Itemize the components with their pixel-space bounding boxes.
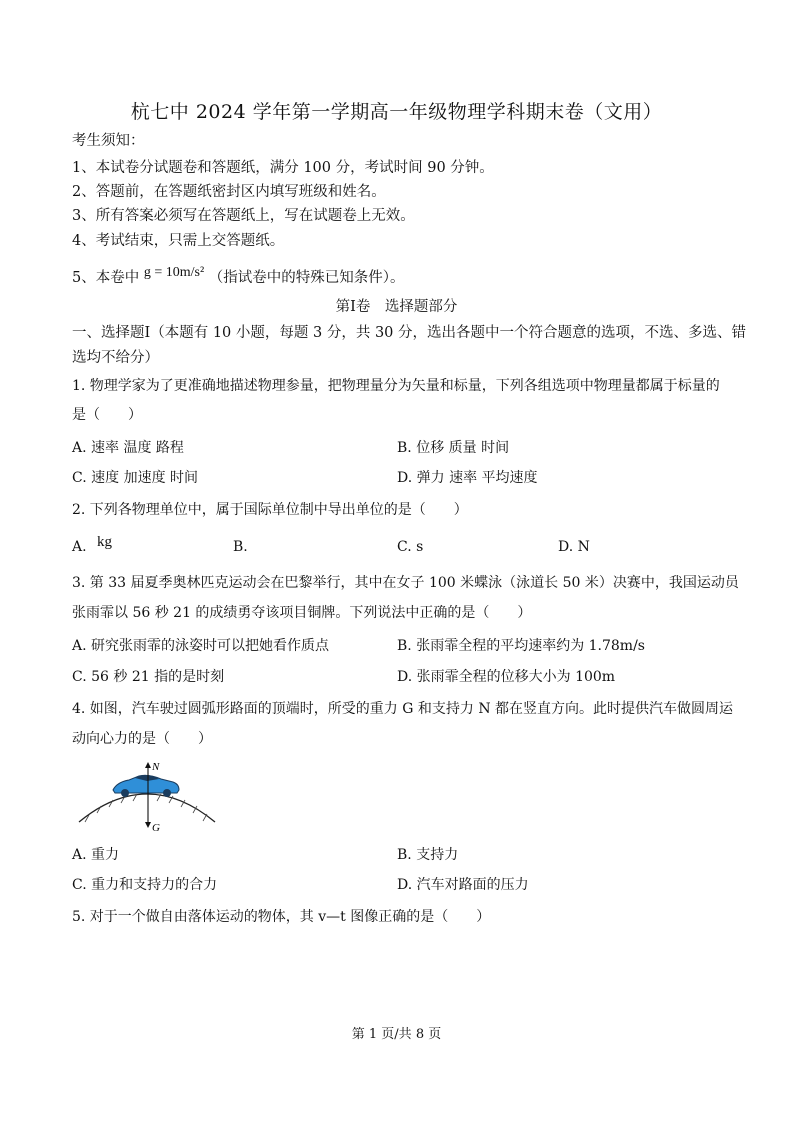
notice-heading: 考生须知： — [72, 133, 145, 149]
q1-stem-line2: 是（ ） — [72, 407, 142, 423]
gravity-arrowhead — [145, 822, 151, 828]
q1-stem-line1: 1. 物理学家为了更准确地描述物理参量，把物理量分为矢量和标量，下列各组选项中物理量都属于标量的 — [72, 378, 720, 394]
q3-stem-line2: 张雨霏以 56 秒 21 的成绩勇夺该项目铜牌。下列说法中正确的是（ ） — [72, 605, 532, 621]
q1-option-b: B. 位移 质量 时间 — [397, 440, 510, 456]
q4-option-c: C. 重力和支持力的合力 — [72, 877, 218, 893]
q2-option-a-value: kg — [97, 534, 113, 550]
q2-option-d: D. N — [558, 539, 590, 555]
q4-option-a: A. 重力 — [72, 847, 120, 863]
part-intro-line2: 选均不给分） — [72, 350, 159, 366]
q3-option-b: B. 张雨霏全程的平均速率约为 1.78m/s — [397, 638, 645, 654]
notice-item-3: 3、所有答案必须写在答题纸上，写在试题卷上无效。 — [72, 208, 415, 224]
notice-item-1: 1、本试卷分试题卷和答题纸，满分 100 分，考试时间 90 分钟。 — [72, 160, 494, 176]
q5-stem: 5. 对于一个做自由落体运动的物体，其 v—t 图像正确的是（ ） — [72, 909, 491, 925]
q1-option-d: D. 弹力 速率 平均速度 — [397, 470, 538, 486]
page-footer: 第 1 页/共 8 页 — [351, 1027, 442, 1042]
q2-stem: 2. 下列各物理单位中，属于国际单位制中导出单位的是（ ） — [72, 502, 468, 518]
q2-option-b: B. — [233, 539, 248, 555]
car-on-arc-figure — [77, 760, 217, 835]
notice-item-5-prefix: 5、本卷中 — [72, 270, 140, 286]
label-n: N — [152, 761, 160, 773]
q1-option-c: C. 速度 加速度 时间 — [72, 470, 199, 486]
q1-option-a: A. 速率 温度 路程 — [72, 440, 184, 456]
q4-stem-line1: 4. 如图，汽车驶过圆弧形路面的顶端时，所受的重力 G 和支持力 N 都在竖直方向。此时提供汽车做圆周运 — [72, 701, 734, 717]
page-title: 杭七中 2024 学年第一学期高一年级物理学科期末卷（文用） — [130, 101, 663, 123]
q4-stem-line2: 动向心力的是（ ） — [72, 731, 212, 747]
notice-item-2: 2、答题前，在答题纸密封区内填写班级和姓名。 — [72, 184, 386, 200]
q2-option-a — [72, 534, 113, 557]
q2-option-c: C. s — [397, 539, 424, 555]
normal-force-arrowhead — [145, 762, 151, 768]
gravity-formula: g = 10m/s² — [143, 265, 205, 280]
q3-option-a: A. 研究张雨霏的泳姿时可以把她看作质点 — [72, 638, 330, 654]
q3-option-c: C. 56 秒 21 指的是时刻 — [72, 669, 225, 685]
road-hatching — [85, 794, 207, 822]
notice-item-5-suffix: （指试卷中的特殊已知条件）。 — [208, 270, 405, 286]
notice-item-4: 4、考试结束，只需上交答题纸。 — [72, 233, 285, 249]
q3-option-d: D. 张雨霏全程的位移大小为 100m — [397, 669, 616, 685]
q3-stem-line1: 3. 第 33 届夏季奥林匹克运动会在巴黎举行，其中在女子 100 米蝶泳（泳道长 50 米）决赛中，我国运动员 — [72, 575, 739, 591]
q4-option-b: B. 支持力 — [397, 847, 459, 863]
q2-option-a-label: A. — [72, 539, 87, 555]
section-title: 第Ⅰ卷 选择题部分 — [335, 299, 458, 315]
car-on-arc-diagram — [77, 760, 217, 835]
q4-option-d: D. 汽车对路面的压力 — [397, 877, 529, 893]
notice-item-5 — [72, 265, 405, 289]
label-g: G — [152, 822, 160, 834]
part-intro-line1: 一、选择题Ⅰ（本题有 10 小题，每题 3 分，共 30 分，选出各题中一个符合题意的选项，不选、多选、错 — [72, 325, 747, 341]
